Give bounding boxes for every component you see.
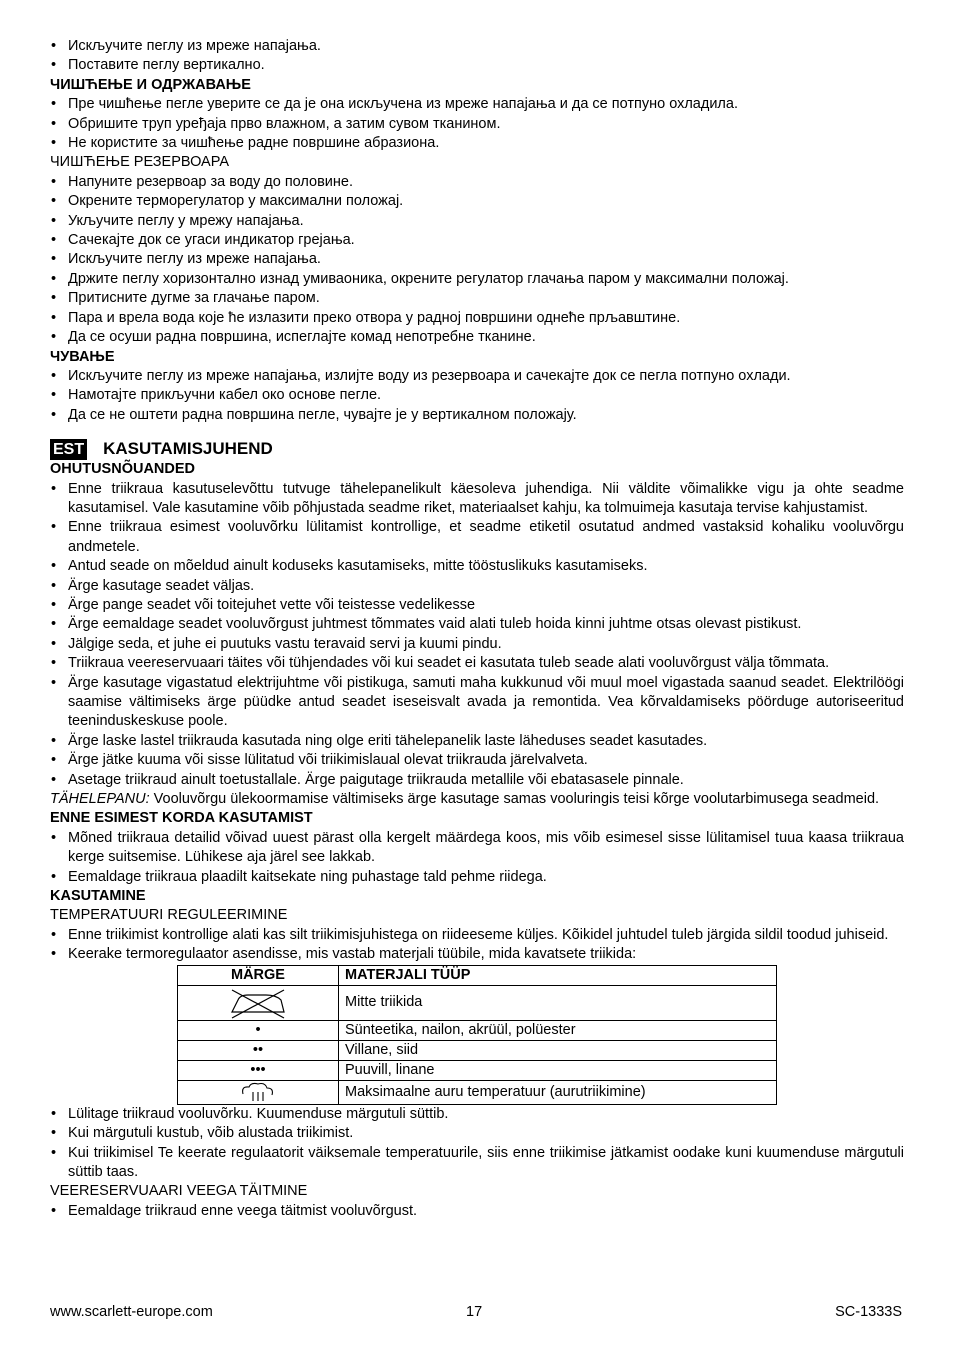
material-table	[177, 965, 777, 1105]
usage-list-after	[50, 1105, 904, 1183]
list-item: • Притисните дугме за глачање паром.	[50, 289, 904, 308]
list-item: • Ärge pange seadet või toitejuhet vette või teistesse vedelikesse	[50, 596, 904, 615]
list-item: • Keerake termoregulaator asendisse, mis vastab materjali tüübile, mida kavatsete triikida:	[50, 945, 904, 964]
list-item: • Antud seade on mõeldud ainult koduseks kasutamiseks, mitte tööstuslikuks kasutamiseks.	[50, 557, 904, 576]
list-item: • Ärge kasutage vigastatud elektrijuhtme või pistikuga, samuti maha kukkunud või muul moel vigastada saanud seadet. Elektrilöögi saamise vältimiseks ärge püüdke antud seadet iseseisvalt avada ja remontida. Vea kõrvaldamiseks pöörduge autoriseeritud teeninduskeskuse poole.	[50, 674, 904, 732]
material-cell: Mitte triikida	[339, 985, 777, 1020]
list-item: • Enne triikraua esimest vooluvõrku lülitamist kontrollige, et seadme etiketil osutatud andmed vastaksid kohaliku vooluvõrgu andmetele.	[50, 518, 904, 557]
website-link[interactable]: www.scarlett-europe.com	[50, 1304, 213, 1320]
mark-cell: •••	[178, 1060, 339, 1080]
temp-heading: TEMPERATUURI REGULEERIMINE	[50, 907, 288, 924]
table-row	[178, 1040, 777, 1060]
list-item: • Пре чишћење пегле уверите се да је она искључена из мреже напајања и да се потпуно охладила.	[50, 95, 904, 114]
list-item: • Ärge jätke kuuma või sisse lülitatud või triikimislaual olevat triikrauda järelvalveta.	[50, 751, 904, 770]
material-cell: Sünteetika, nailon, akrüül, polüester	[339, 1020, 777, 1040]
list-item: • Ärge kasutage seadet väljas.	[50, 577, 904, 596]
table-row	[178, 1060, 777, 1080]
list-item: • Asetage triikraud ainult toetustallale. Ärge paigutage triikrauda metallile või ebatasasele pinnale.	[50, 771, 904, 790]
list-item: • Mõned triikraua detailid võivad uuest pärast olla kergelt määrdega koos, mis võib esimesel sisse lülitamisel tuua kaasa triikraua kerge suitsemise. Lühikese aja järel see lakkab.	[50, 829, 904, 868]
sr-cleaning-list	[50, 95, 904, 153]
sr-reservoir-heading: ЧИШЋЕЊЕ РЕЗЕРВОАРА	[50, 154, 230, 171]
list-item: • Поставите пеглу вертикално.	[50, 56, 904, 75]
mark-cell: •	[178, 1020, 339, 1040]
table-row	[178, 1020, 777, 1040]
sr-storage-heading: ЧУВАЊЕ	[50, 348, 115, 365]
list-item: • Ärge laske lastel triikrauda kasutada ning olge eriti tähelepanelik laste läheduses seadet kasutades.	[50, 732, 904, 751]
list-item: • Искључите пеглу из мреже напајања.	[50, 37, 904, 56]
language-badge: EST	[50, 439, 87, 460]
list-item: • Eemaldage triikraua plaadilt kaitsekate ning puhastage tald pehme riidega.	[50, 868, 904, 887]
list-item: • Да се осуши радна површина, испеглајте комад непотребне тканине.	[50, 328, 904, 347]
first-use-list	[50, 829, 904, 887]
list-item: • Eemaldage triikraud enne veega täitmist vooluvõrgust.	[50, 1202, 904, 1221]
est-section-title	[50, 438, 904, 460]
table-header-row	[178, 965, 777, 985]
list-item: • Држите пеглу хоризонтално изнад умиваоника, окрените регулатор глачања паром у максимални положај.	[50, 270, 904, 289]
list-item: • Lülitage triikraud vooluvõrku. Kuumenduse märgutuli süttib.	[50, 1105, 904, 1124]
safety-heading: OHUTUSNÕUANDED	[50, 461, 195, 478]
list-item: • Kui triikimisel Te keerate regulaatorit väiksemale temperatuurile, siis enne triikimise jätkamist oodake kuni kuumenduse märgutuli süttib taas.	[50, 1144, 904, 1183]
usage-list-before	[50, 926, 904, 965]
model-number: SC-1333S	[835, 1304, 902, 1320]
list-item: • Triikraua veereservuaari täites või tühjendades või kui seadet ei kasutata tuleb seade alati vooluvõrgust välja tõmmata.	[50, 654, 904, 673]
note-label: TÄHELEPANU:	[50, 791, 150, 808]
material-cell: Puuvill, linane	[339, 1060, 777, 1080]
list-item: • Да се не оштети радна површина пегле, чувајте је у вертикалном положају.	[50, 406, 904, 425]
reservoir-fill-list	[50, 1202, 904, 1221]
list-item: • Jälgige seda, et juhe ei puutuks vastu teravaid servi ja kuumi pindu.	[50, 635, 904, 654]
sr-cleaning-heading: ЧИШЋЕЊЕ И ОДРЖАВАЊЕ	[50, 76, 251, 93]
sr-reservoir-list	[50, 173, 904, 348]
page-content	[50, 37, 904, 1221]
no-iron-icon	[226, 987, 290, 1019]
safety-note	[50, 790, 904, 809]
sr-top-list	[50, 37, 904, 76]
list-item: • Искључите пеглу из мреже напајања, излијте воду из резервоара и сачекајте док се пегла потпуно охлади.	[50, 367, 904, 386]
list-item: • Enne triikimist kontrollige alati kas silt triikimisjuhistega on riideeseme küljes. Kõikidel juhtudel tuleb järgida sildil toodud juhiseid.	[50, 926, 904, 945]
mark-cell	[178, 985, 339, 1020]
list-item: • Не користите за чишћење радне површине абразиона.	[50, 134, 904, 153]
mark-cell	[178, 1080, 339, 1104]
usage-heading: KASUTAMINE	[50, 888, 146, 905]
list-item: • Сачекајте док се угаси индикатор грејања.	[50, 231, 904, 250]
page-number: 17	[466, 1304, 483, 1320]
list-item: • Ärge eemaldage seadet vooluvõrgust juhtmest tõmmates vaid alati tuleb hoida kinni juhtme otsas olevast pistikust.	[50, 615, 904, 634]
sr-storage-list	[50, 367, 904, 425]
column-header-material: MATERJALI TÜÜP	[339, 965, 777, 985]
manual-title: KASUTAMISJUHEND	[103, 439, 273, 459]
list-item: • Обришите труп уређаја прво влажном, а затим сувом тканином.	[50, 115, 904, 134]
safety-list	[50, 480, 904, 791]
list-item: • Укључите пеглу у мрежу напајања.	[50, 212, 904, 231]
material-cell: Villane, siid	[339, 1040, 777, 1060]
mark-cell: ••	[178, 1040, 339, 1060]
page-footer	[50, 1303, 904, 1323]
reservoir-fill-heading: VEERESERVUAARI VEEGA TÄITMINE	[50, 1183, 308, 1200]
list-item: • Enne triikraua kasutuselevõttu tutvuge tähelepanelikult käesoleva juhendiga. Nii väldite võimalikke vigu ja ohte seadme kasutamisel. Vale kasutamine võib põhjustada seadme riket, materiaalset kahju, ka tolmuimeja kasutaja tervise kahjustamist.	[50, 480, 904, 519]
list-item: • Искључите пеглу из мреже напајања.	[50, 250, 904, 269]
list-item: • Пара и врела вода које ће излазити преко отвора у радној површини однеће прљавштине.	[50, 309, 904, 328]
list-item: • Намотајте прикључни кабел око основе пегле.	[50, 386, 904, 405]
list-item: • Напуните резервоар за воду до половине.	[50, 173, 904, 192]
list-item: • Окрените терморегулатор у максимални положај.	[50, 192, 904, 211]
table-row	[178, 985, 777, 1020]
first-use-heading: ENNE ESIMEST KORDA KASUTAMIST	[50, 810, 313, 827]
list-item: • Kui märgutuli kustub, võib alustada triikimist.	[50, 1124, 904, 1143]
note-text: Vooluvõrgu ülekoormamise vältimiseks ärge kasutage samas vooluringis teisi kõrge voolutarbimusega seadmeid.	[149, 791, 880, 808]
material-cell: Maksimaalne auru temperatuur (aurutriikimine)	[339, 1080, 777, 1104]
steam-icon	[239, 1082, 277, 1102]
column-header-mark: MÄRGE	[178, 965, 339, 985]
table-row	[178, 1080, 777, 1104]
